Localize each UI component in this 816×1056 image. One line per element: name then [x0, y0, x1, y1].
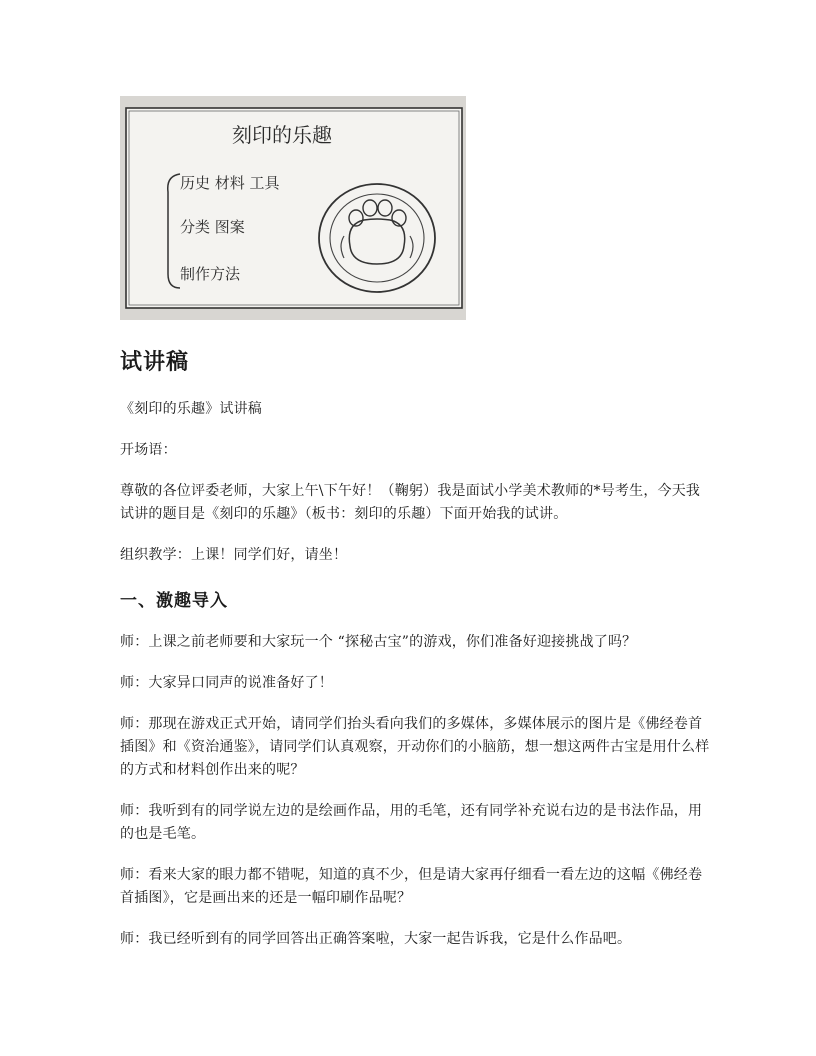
section-heading: 一、激趣导入 — [120, 591, 228, 611]
dialogue-paragraph: 师：我已经听到有的同学回答出正确答案啦，大家一起告诉我，它是什么作品吧。 — [120, 931, 632, 947]
document-subtitle: 《刻印的乐趣》试讲稿 — [120, 401, 262, 417]
photo-item-2: 分类 图案 — [180, 218, 245, 236]
organize-paragraph: 组织教学：上课！同学们好，请坐！ — [120, 547, 348, 563]
dialogue-paragraph: 师：上课之前老师要和大家玩一个 “探秘古宝”的游戏，你们准备好迎接挑战了吗？ — [120, 634, 637, 650]
dialogue-paragraph: 师：大家异口同声的说准备好了！ — [120, 675, 333, 691]
photo-title: 刻印的乐趣 — [232, 123, 332, 147]
opening-paragraph: 尊敬的各位评委老师，大家上午\下午好！（鞠躬）我是面试小学美术教师的*号考生，今天我试讲的题目是《刻印的乐趣》（板书：刻印的乐趣）下面开始我的试讲。 — [120, 483, 701, 522]
opening-label: 开场语： — [120, 442, 177, 458]
document-page — [120, 96, 710, 951]
document-title: 试讲稿 — [120, 350, 190, 375]
photo-item-1: 历史 材料 工具 — [180, 174, 280, 192]
blackboard-sketch — [120, 96, 466, 320]
dialogue-paragraph: 师：那现在游戏正式开始，请同学们抬头看向我们的多媒体，多媒体展示的图片是《佛经卷首插图》和《资治通鉴》，请同学们认真观察，开动你们的小脑筋，想一想这两件古宝是用什么样的方式和材料创作出来的呢？ — [120, 716, 710, 778]
dialogue-paragraph: 师：看来大家的眼力都不错呢，知道的真不少，但是请大家再仔细看一看左边的这幅《佛经卷首插图》，它是画出来的还是一幅印刷作品呢？ — [120, 867, 703, 906]
photo-item-3: 制作方法 — [180, 265, 241, 283]
dialogue-paragraph: 师：我听到有的同学说左边的是绘画作品，用的毛笔，还有同学补充说右边的是书法作品，用的也是毛笔。 — [120, 803, 703, 842]
blackboard-photo — [120, 96, 466, 320]
